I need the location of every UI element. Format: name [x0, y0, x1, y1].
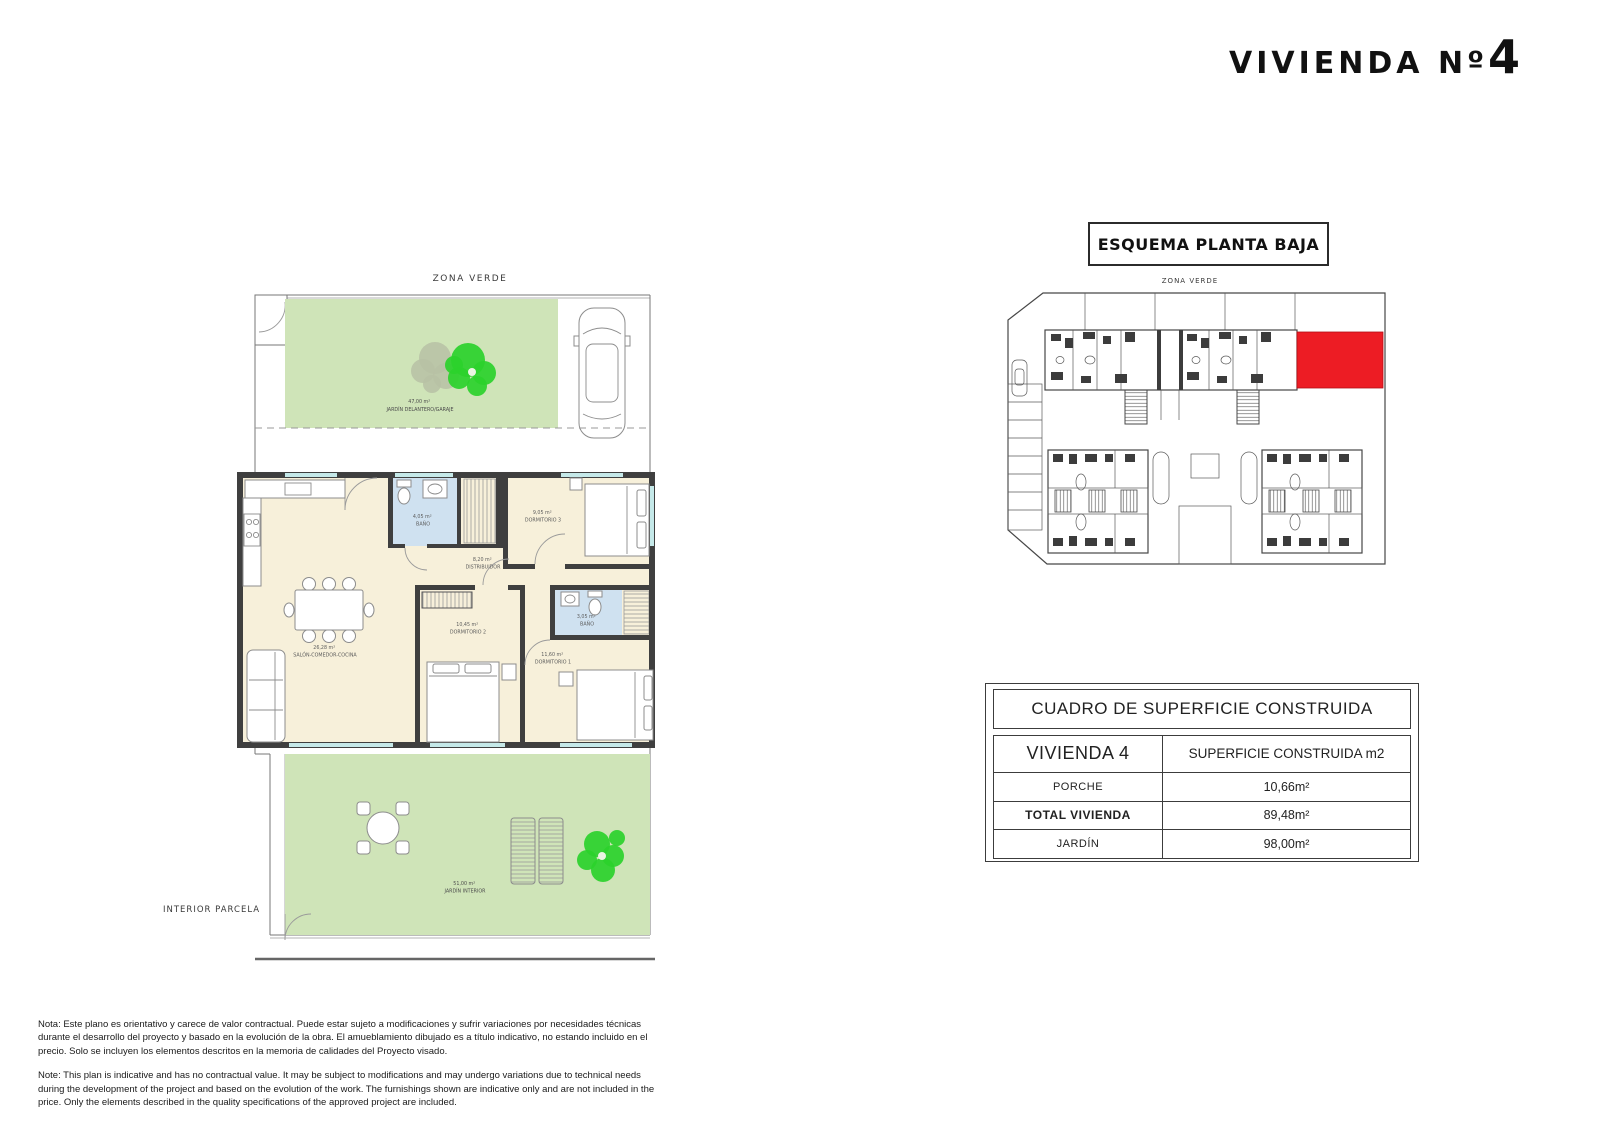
- page-title-number: 4: [1487, 30, 1520, 84]
- wardrobe-dormitorio-2: [422, 592, 472, 608]
- table-col1-header: VIVIENDA 4: [994, 736, 1163, 772]
- interior-parcela-label: INTERIOR PARCELA: [163, 905, 261, 915]
- car-icon: [574, 308, 630, 438]
- closet: [464, 479, 496, 543]
- note-spanish: Nota: Este plano es orientativo y carece de valor contractual. Puede estar sujeto a modificaciones y sufrir variaciones por necesidades técnicas durante el desarrollo del proyecto y basado en la evolución de la obra. El amueblamiento dibujado es a título indicativo, no estando incluido en el precio. Solo se incluyen los elementos descritos en la memoria de calidades del Proyecto visado.: [38, 1019, 648, 1057]
- table-header-row: [994, 736, 1410, 773]
- sink-icon: [423, 480, 447, 498]
- table-row-jardin: JARDÍN 98,00m²: [994, 830, 1410, 858]
- rear-garden-label: 51,00 m² JARDÍN INTERIOR: [444, 882, 486, 895]
- note-english: Note: This plan is indicative and has no contractual value. It may be subject to modifications and may undergo variations due to technical needs during the development of the project and based on the evolution of the work. The furnishings shown are indicative only and are not included in the price. Only the elements described in the quality specifications of the approved project are included.: [38, 1070, 655, 1109]
- toilet-icon-2: [588, 591, 602, 615]
- shower-niche: [624, 591, 649, 634]
- lower-block-right: [1262, 450, 1362, 553]
- room-label-dorm2: 10,45 m² DORMITORIO 2: [449, 623, 487, 636]
- table-row-total: TOTAL VIVIENDA 89,48m²: [994, 802, 1410, 831]
- surface-table-title: CUADRO DE SUPERFICIE CONSTRUIDA: [993, 689, 1411, 729]
- surface-table: [985, 683, 1419, 862]
- front-garden-label: 47,00 m² JARDÍN DELANTERO/GARAJE: [386, 400, 454, 413]
- schematic-zona-verde-label: ZONA VERDE: [1161, 277, 1219, 285]
- front-garden: [285, 299, 558, 428]
- toilet-icon: [397, 480, 411, 504]
- page-title: [1229, 30, 1520, 84]
- room-label-bano1: 4,05 m² BAÑO: [412, 515, 432, 528]
- entry-cell: [255, 295, 287, 345]
- schematic-title-box: [1088, 222, 1329, 266]
- lower-block-left: [1048, 450, 1148, 553]
- zona-verde-label: ZONA VERDE: [432, 274, 508, 284]
- house: [237, 472, 655, 748]
- page-title-text: VIVIENDA Nº: [1229, 46, 1488, 81]
- site-schematic-drawing: [985, 272, 1395, 572]
- surface-table-body: [993, 735, 1411, 859]
- room-label-salon: 26,28 m² SALÓN-COMEDOR-COCINA: [293, 646, 357, 659]
- room-label-distribuidor: 8,20 m² DISTRIBUIDOR: [465, 558, 501, 571]
- room-label-dorm1: 11,60 m² DORMITORIO 1: [534, 653, 572, 666]
- table-row-porche: PORCHE 10,66m²: [994, 773, 1410, 802]
- rear-garden: [285, 754, 650, 940]
- room-label-bano2: 3,05 m² BAÑO: [576, 615, 596, 628]
- red-unit-highlight: [1297, 332, 1383, 388]
- notes: [38, 1018, 658, 1121]
- schematic-title: ESQUEMA PLANTA BAJA: [1097, 234, 1320, 254]
- floor-plan-drawing: [225, 272, 670, 972]
- sofa: [247, 650, 285, 742]
- sink-icon-2: [561, 592, 579, 606]
- table-col2-header: SUPERFICIE CONSTRUIDA m2: [1188, 746, 1385, 762]
- room-label-dorm3: 9,05 m² DORMITORIO 3: [524, 511, 562, 524]
